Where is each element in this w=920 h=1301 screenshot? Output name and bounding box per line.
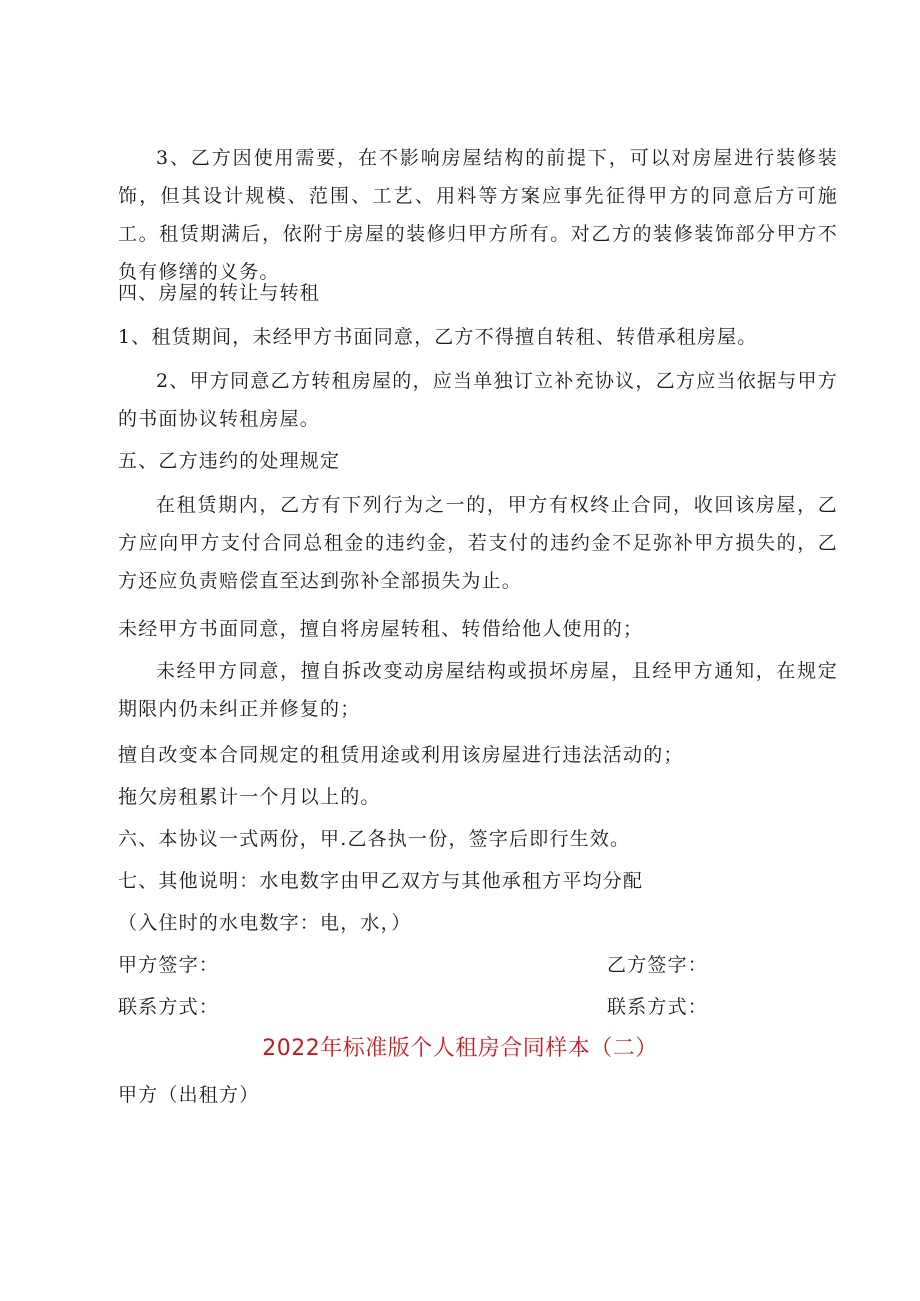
clause-4-2-sublet-agreement: 2、甲方同意乙方转租房屋的，应当单独订立补充协议，乙方应当依据与甲方的书面协议转租房屋。 [118,370,838,430]
breach-item-4: 拖欠房租累计一个月以上的。 [118,786,381,808]
section-6-copies: 六、本协议一式两份，甲.乙各执一份，签字后即行生效。 [118,828,631,850]
section-7-other: 七、其他说明：水电数字由甲乙双方与其他承租方平均分配 [118,870,644,892]
section-4-heading: 四、房屋的转让与转租 [118,282,321,304]
breach-item-2: 未经甲方同意，擅自拆改变动房屋结构或损坏房屋，且经甲方通知，在规定期限内仍未纠正并修复的； [118,660,838,720]
party-a-lessor-label: 甲方（出租方） [118,1084,260,1106]
clause-4-1-sublet: 1、租赁期间，未经甲方书面同意，乙方不得擅自转租、转借承租房屋。 [118,326,758,348]
section-5-heading: 五、乙方违约的处理规定 [118,450,341,472]
party-a-signature-label: 甲方签字： [118,954,220,976]
party-a-contact-label: 联系方式： [118,996,220,1018]
party-b-contact-label: 联系方式： [607,996,709,1018]
breach-item-1: 未经甲方书面同意，擅自将房屋转租、转借给他人使用的； [118,618,644,640]
clause-5-breach-intro: 在租赁期内，乙方有下列行为之一的，甲方有权终止合同，收回该房屋，乙方应向甲方支付合同总租金的违约金，若支付的违约金不足弥补甲方损失的，乙方还应负责赔偿直至达到弥补全部损失为止。 [118,494,838,592]
breach-item-3: 擅自改变本合同规定的租赁用途或利用该房屋进行违法活动的； [118,744,684,766]
clause-3-renovation: 3、乙方因使用需要，在不影响房屋结构的前提下，可以对房屋进行装修装饰，但其设计规模、范围、工艺、用料等方案应事先征得甲方的同意后方可施工。租赁期满后，依附于房屋的装修归甲方所有。对乙方的装修装饰部分甲方不负有修缮的义务。 [118,147,838,283]
utility-readings: （入住时的水电数字：电，水，） [118,912,412,934]
section-title: 2022年标准版个人租房合同样本（二） [262,1036,658,1061]
party-b-signature-label: 乙方签字： [607,954,709,976]
